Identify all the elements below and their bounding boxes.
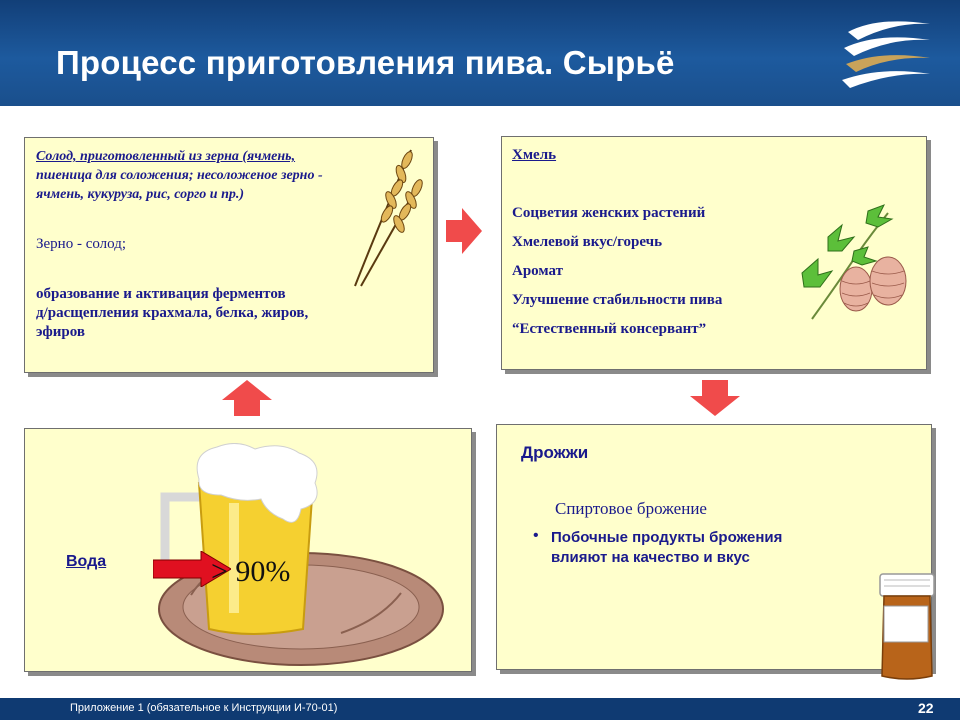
bullet-marker: • bbox=[533, 527, 539, 544]
malt-description-line1: Солод, приготовленный из зерна (ячмень, bbox=[36, 149, 296, 164]
yeast-bullet-line2: влияют на качество и вкус bbox=[551, 549, 750, 566]
yeast-title: Дрожжи bbox=[521, 443, 589, 462]
malt-description-line2: пшеница для соложения; несоложеное зерно - bbox=[36, 168, 323, 183]
malt-enzyme-line3: эфиров bbox=[36, 324, 85, 340]
hop-plant-icon bbox=[798, 203, 918, 323]
malt-enzyme-line1: образование и активация ферментов bbox=[36, 286, 286, 302]
arrow-down-icon bbox=[690, 380, 740, 416]
header-bar bbox=[0, 0, 960, 106]
water-box bbox=[24, 428, 472, 672]
page-number: 22 bbox=[918, 700, 934, 716]
malt-box bbox=[24, 137, 434, 373]
yeast-bullet-line1: Побочные продукты брожения bbox=[551, 529, 783, 546]
page-title: Процесс приготовления пива. Сырьё bbox=[56, 44, 675, 81]
malt-enzyme-line2: д/расщепления крахмала, белка, жиров, bbox=[36, 305, 309, 321]
wheat-icon bbox=[347, 140, 429, 290]
hops-item: “Естественный консервант” bbox=[512, 321, 707, 337]
yeast-subtitle: Спиртовое брожение bbox=[555, 499, 707, 518]
footer-text: Приложение 1 (обязательное к Инструкции И-70-01) bbox=[70, 702, 338, 714]
hops-item: Улучшение стабильности пива bbox=[512, 292, 723, 308]
hops-title: Хмель bbox=[512, 147, 557, 163]
yeast-box bbox=[496, 424, 932, 670]
hops-item: Хмелевой вкус/горечь bbox=[512, 234, 663, 250]
arrow-up-icon bbox=[222, 380, 272, 416]
company-logo-icon bbox=[838, 14, 934, 92]
footer-bar bbox=[0, 698, 960, 720]
jar-icon bbox=[876, 572, 938, 684]
malt-description-line3: ячмень, кукуруза, рис, сорго и пр.) bbox=[36, 187, 245, 202]
water-label: Вода bbox=[66, 553, 107, 570]
hops-item: Соцветия женских растений bbox=[512, 205, 706, 221]
hops-item: Аромат bbox=[512, 263, 563, 279]
malt-grain-text: Зерно - солод; bbox=[36, 236, 127, 252]
hops-box bbox=[501, 136, 927, 370]
water-percent: > 90% bbox=[211, 555, 291, 588]
arrow-right-icon bbox=[446, 208, 482, 254]
